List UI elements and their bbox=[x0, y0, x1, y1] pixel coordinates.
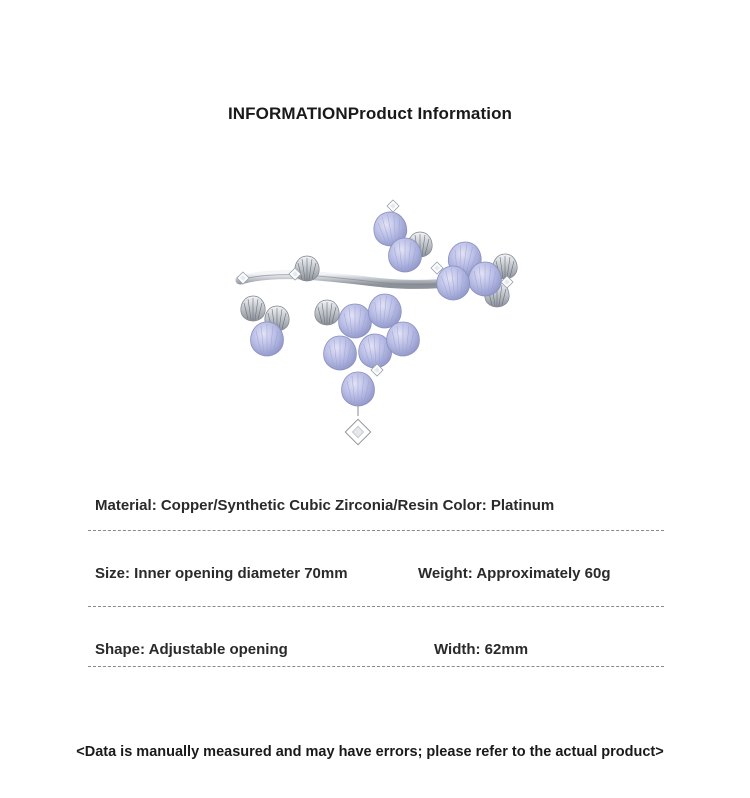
divider bbox=[88, 530, 664, 531]
material-color-spec: Material: Copper/Synthetic Cubic Zirconia/Resin Color: Platinum bbox=[95, 497, 555, 514]
divider bbox=[88, 666, 664, 667]
divider bbox=[88, 606, 664, 607]
weight-spec: Weight: Approximately 60g bbox=[418, 565, 611, 582]
bracelet-photo bbox=[215, 190, 535, 460]
shape-spec: Shape: Adjustable opening bbox=[95, 641, 288, 658]
page-title: INFORMATIONProduct Information bbox=[227, 104, 513, 123]
width-spec: Width: 62mm bbox=[434, 641, 529, 658]
size-spec: Size: Inner opening diameter 70mm bbox=[95, 565, 348, 582]
disclaimer-note: <Data is manually measured and may have errors; please refer to the actual product> bbox=[76, 744, 664, 760]
